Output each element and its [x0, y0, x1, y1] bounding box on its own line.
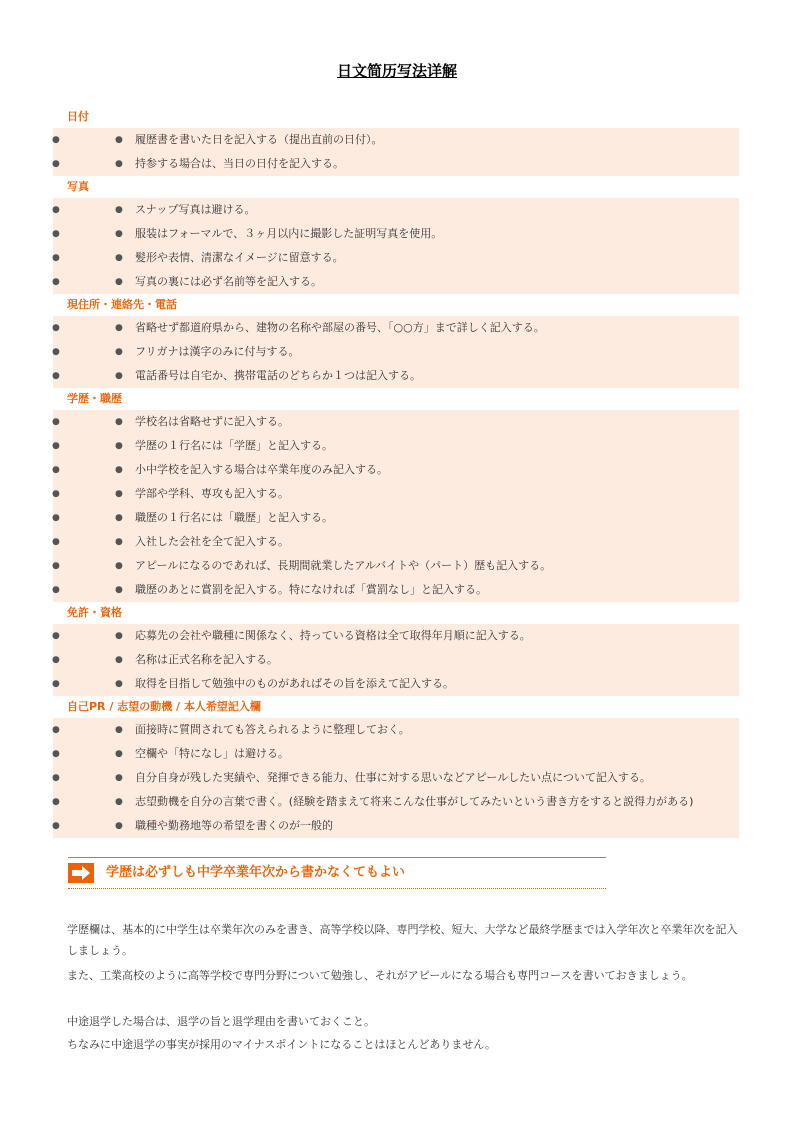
list-item-text: 職種や勤務地等の希望を書くのが一般的 — [135, 819, 333, 832]
right-arrow-icon — [68, 863, 94, 883]
bullet-icon: ● — [52, 277, 60, 287]
list-item-text: 面接時に質問されても答えられるように整理しておく。 — [135, 723, 410, 736]
section-heading-date: 日付 — [67, 110, 89, 123]
bullet-icon: ● — [115, 489, 123, 499]
list-item — [53, 340, 739, 364]
list-item-text: 志望動機を自分の言葉で書く。(経験を踏まえて将来こんな仕事がしてみたいという書き方をすると説得力がある) — [135, 795, 694, 808]
bullet-icon: ● — [52, 253, 60, 263]
list-item-text: 学歴の１行名には「学歴」と記入する。 — [135, 439, 333, 452]
bullet-icon: ● — [115, 441, 123, 451]
list-item — [53, 672, 739, 696]
paragraph: ちなみに中途退学の事実が採用のマイナスポイントになることはほとんどありません。 — [67, 1038, 496, 1051]
bullet-icon: ● — [115, 797, 123, 807]
list-item — [53, 246, 739, 270]
bullet-icon: ● — [52, 655, 60, 665]
bullet-icon: ● — [115, 749, 123, 759]
bullet-icon: ● — [115, 277, 123, 287]
list-item-text: 髪形や表情、清潔なイメージに留意する。 — [135, 251, 344, 264]
bullet-icon: ● — [115, 821, 123, 831]
list-item — [53, 458, 739, 482]
bullet-icon: ● — [115, 513, 123, 523]
section-heading-education: 学歴・職歴 — [67, 392, 122, 405]
bullet-icon: ● — [52, 749, 60, 759]
page-title: 日文简历写法详解 — [336, 62, 457, 80]
section-heading-address: 現住所・連絡先・電話 — [67, 298, 177, 311]
list-item-text: 職歴の１行名には「職歴」と記入する。 — [135, 511, 333, 524]
list-item — [53, 316, 739, 340]
list-item-text: 学部や学科、専攻も記入する。 — [135, 487, 289, 500]
paragraph: 中途退学した場合は、退学の旨と退学理由を書いておくこと。 — [67, 1015, 375, 1028]
bullet-icon: ● — [115, 631, 123, 641]
list-item-text: 省略せず都道府県から、建物の名称や部屋の番号、「○○方」まで詳しく記入する。 — [135, 321, 545, 334]
bullet-icon: ● — [52, 489, 60, 499]
section-heading-licenses: 免許・資格 — [67, 606, 122, 619]
bullet-icon: ● — [52, 513, 60, 523]
bullet-icon: ● — [115, 465, 123, 475]
bullet-icon: ● — [115, 347, 123, 357]
banner-text: 学歴は必ずしも中学卒業年次から書かなくてもよい — [106, 865, 406, 880]
list-item-text: 写真の裏には必ず名前等を記入する。 — [135, 275, 322, 288]
bullet-icon: ● — [52, 323, 60, 333]
bullet-icon: ● — [52, 797, 60, 807]
list-item — [53, 790, 739, 814]
list-item — [53, 198, 739, 222]
list-item — [53, 648, 739, 672]
list-item-text: 取得を目指して勉強中のものがあればその旨を添えて記入する。 — [135, 677, 454, 690]
list-item — [53, 624, 739, 648]
list-item — [53, 410, 739, 434]
list-item-text: 応募先の会社や職種に関係なく、持っている資格は全て取得年月順に記入する。 — [135, 629, 531, 642]
bullet-icon: ● — [52, 585, 60, 595]
bullet-icon: ● — [52, 821, 60, 831]
list-item — [53, 222, 739, 246]
list-item-text: 名称は正式名称を記入する。 — [135, 653, 278, 666]
bullet-icon: ● — [52, 631, 60, 641]
bullet-icon: ● — [52, 417, 60, 427]
list-item — [53, 270, 739, 294]
bullet-icon: ● — [52, 159, 60, 169]
bullet-icon: ● — [115, 537, 123, 547]
bullet-icon: ● — [52, 561, 60, 571]
list-item-text: 空欄や「特になし」は避ける。 — [135, 747, 289, 760]
list-item — [53, 578, 739, 602]
bullet-icon: ● — [115, 371, 123, 381]
bullet-icon: ● — [115, 585, 123, 595]
list-item — [53, 152, 739, 176]
list-item — [53, 530, 739, 554]
list-item-text: アピールになるのであれば、長期間就業したアルバイトや（パート）歴も記入する。 — [135, 559, 552, 572]
bullet-icon: ● — [115, 655, 123, 665]
paragraph: 学歴欄は、基本的に中学生は卒業年次のみを書き、高等学校以降、専門学校、短大、大学など最終学歴までは入学年次と卒業年次を記入しましょう。 — [67, 923, 738, 957]
resume-guide-list — [53, 106, 739, 838]
list-item-text: 持参する場合は、当日の日付を記入する。 — [135, 157, 344, 170]
list-item — [53, 718, 739, 742]
list-item-text: 服装はフォーマルで、３ヶ月以内に撮影した証明写真を使用。 — [135, 227, 443, 240]
bullet-icon: ● — [52, 371, 60, 381]
bullet-icon: ● — [115, 725, 123, 735]
list-item — [53, 482, 739, 506]
bullet-icon: ● — [52, 537, 60, 547]
list-item-text: スナップ写真は避ける。 — [135, 203, 256, 216]
paragraph: また、工業高校のように高等学校で専門分野について勉強し、それがアピールになる場合も専門コースを書いておきましょう。 — [67, 969, 693, 982]
list-item — [53, 766, 739, 790]
list-item-text: 電話番号は自宅か、携帯電話のどちらか１つは記入する。 — [135, 369, 421, 382]
bullet-icon: ● — [52, 441, 60, 451]
section-heading-self-pr: 自己PR / 志望の動機 / 本人希望記入欄 — [67, 700, 261, 713]
bullet-icon: ● — [115, 135, 123, 145]
bullet-icon: ● — [115, 159, 123, 169]
bullet-icon: ● — [52, 135, 60, 145]
bullet-icon: ● — [52, 347, 60, 357]
list-item-text: 入社した会社を全て記入する。 — [135, 535, 289, 548]
list-item-text: 自分自身が残した実績や、発揮できる能力、仕事に対する思いなどアピールしたい点について記入する。 — [135, 771, 651, 784]
list-item-text: 小中学校を記入する場合は卒業年度のみ記入する。 — [135, 463, 388, 476]
bullet-icon: ● — [115, 417, 123, 427]
bullet-icon: ● — [52, 773, 60, 783]
list-item-text: フリガナは漢字のみに付与する。 — [135, 345, 300, 358]
section-heading-photo: 写真 — [67, 180, 89, 193]
list-item — [53, 128, 739, 152]
list-item-text: 職歴のあとに賞罰を記入する。特になければ「賞罰なし」と記入する。 — [135, 583, 487, 596]
bullet-icon: ● — [115, 561, 123, 571]
list-item — [53, 554, 739, 578]
bullet-icon: ● — [52, 679, 60, 689]
list-item-text: 学校名は省略せずに記入する。 — [135, 415, 289, 428]
list-item — [53, 364, 739, 388]
bullet-icon: ● — [115, 679, 123, 689]
bullet-icon: ● — [52, 205, 60, 215]
bullet-icon: ● — [52, 229, 60, 239]
bullet-icon: ● — [115, 773, 123, 783]
tip-banner — [68, 857, 606, 889]
list-item — [53, 814, 739, 838]
list-item-text: 履歴書を書いた日を記入する（提出直前の日付）。 — [135, 133, 383, 146]
bullet-icon: ● — [115, 253, 123, 263]
list-item — [53, 742, 739, 766]
bullet-icon: ● — [52, 465, 60, 475]
list-item — [53, 506, 739, 530]
bullet-icon: ● — [52, 725, 60, 735]
list-item — [53, 434, 739, 458]
bullet-icon: ● — [115, 229, 123, 239]
bullet-icon: ● — [115, 205, 123, 215]
bullet-icon: ● — [115, 323, 123, 333]
